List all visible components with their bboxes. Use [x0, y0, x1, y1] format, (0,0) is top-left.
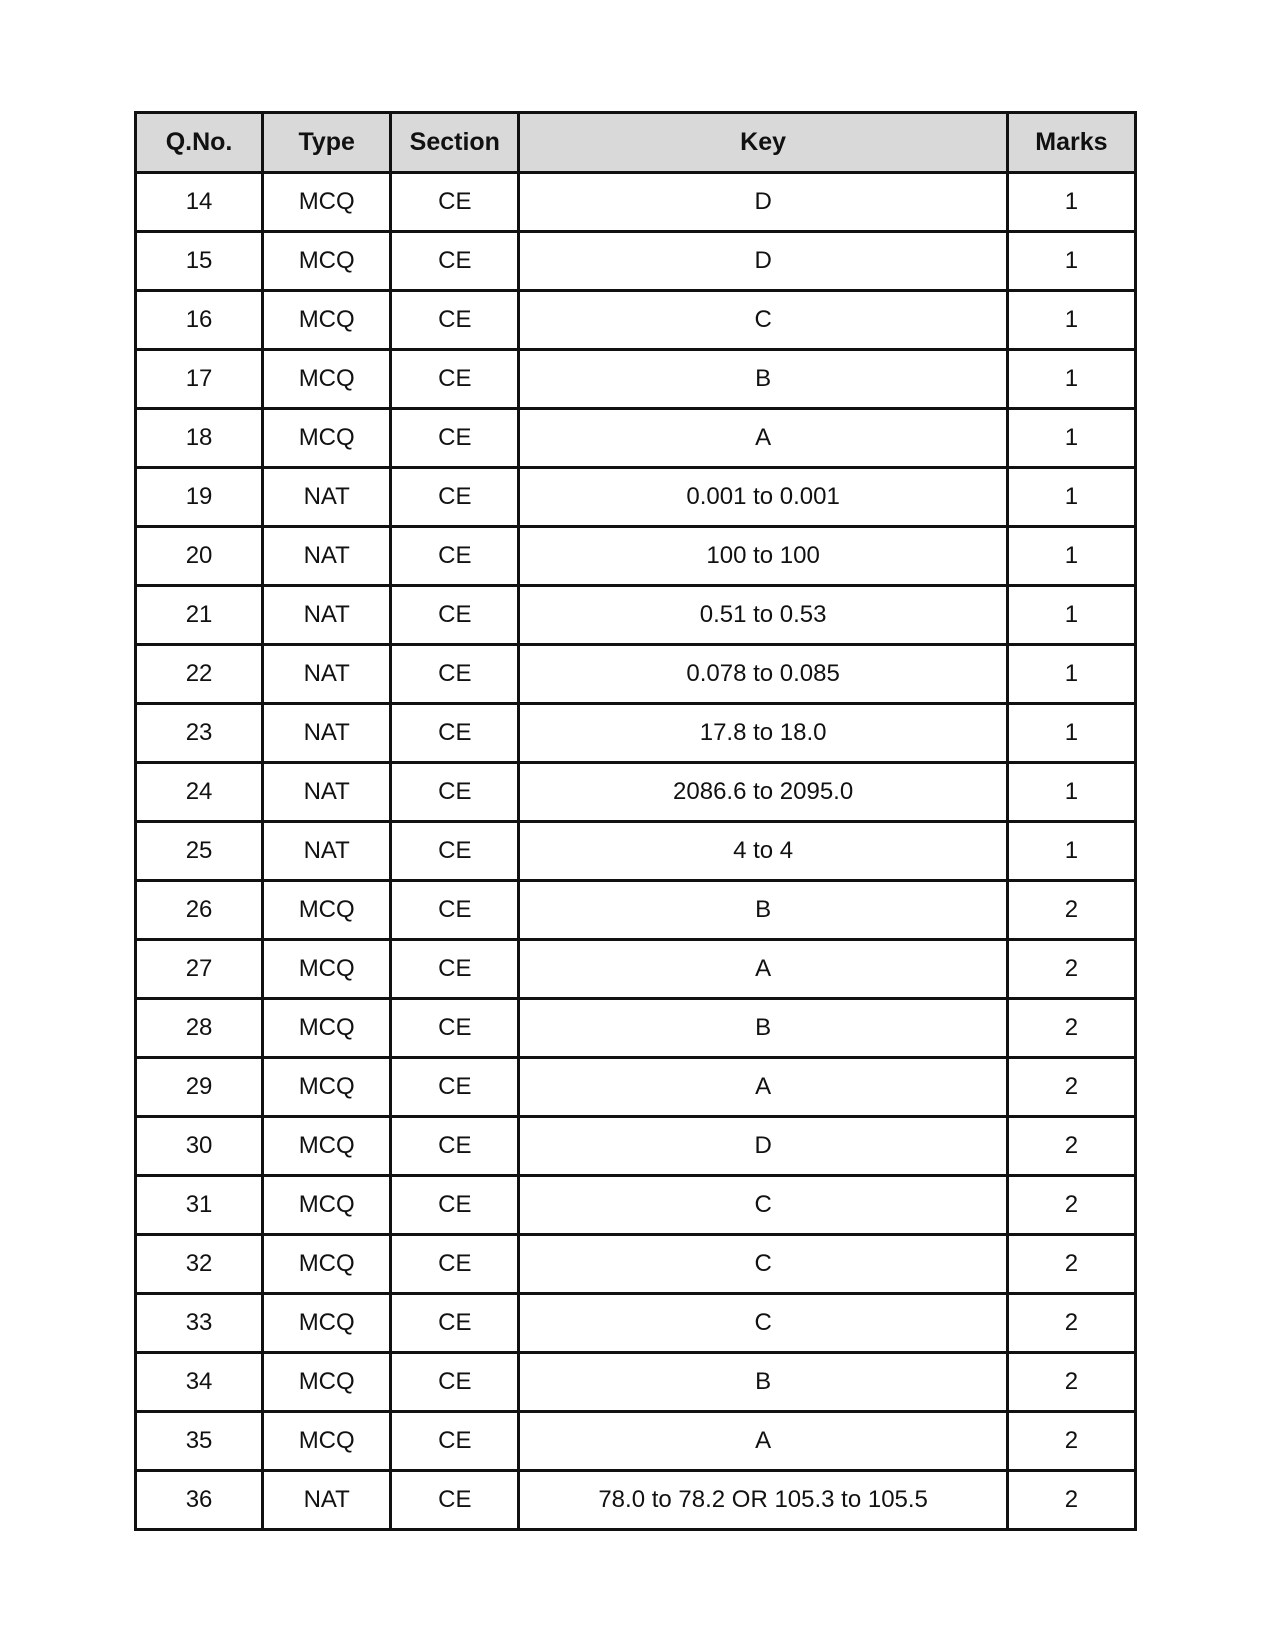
- cell-key: A: [519, 409, 1007, 468]
- cell-marks: 1: [1007, 763, 1135, 822]
- cell-marks: 1: [1007, 232, 1135, 291]
- cell-key: A: [519, 940, 1007, 999]
- cell-type: MCQ: [263, 409, 391, 468]
- table-body: [136, 173, 1136, 1530]
- cell-qno: 32: [136, 1235, 263, 1294]
- table-row: [136, 1412, 1136, 1471]
- cell-type: MCQ: [263, 1117, 391, 1176]
- cell-section: CE: [391, 881, 519, 940]
- cell-qno: 31: [136, 1176, 263, 1235]
- table-row: [136, 1353, 1136, 1412]
- table-row: [136, 763, 1136, 822]
- cell-key: 0.51 to 0.53: [519, 586, 1007, 645]
- cell-section: CE: [391, 1176, 519, 1235]
- cell-key: A: [519, 1412, 1007, 1471]
- cell-qno: 35: [136, 1412, 263, 1471]
- cell-marks: 1: [1007, 173, 1135, 232]
- cell-type: MCQ: [263, 1176, 391, 1235]
- header-section: Section: [391, 113, 519, 173]
- cell-section: CE: [391, 763, 519, 822]
- cell-section: CE: [391, 645, 519, 704]
- cell-section: CE: [391, 1412, 519, 1471]
- answer-key-table: [134, 111, 1137, 1531]
- cell-key: 17.8 to 18.0: [519, 704, 1007, 763]
- cell-type: NAT: [263, 586, 391, 645]
- cell-marks: 1: [1007, 586, 1135, 645]
- table-row: [136, 291, 1136, 350]
- cell-marks: 1: [1007, 468, 1135, 527]
- cell-marks: 2: [1007, 1412, 1135, 1471]
- cell-type: MCQ: [263, 1353, 391, 1412]
- cell-type: MCQ: [263, 173, 391, 232]
- table-row: [136, 1294, 1136, 1353]
- table-row: [136, 232, 1136, 291]
- cell-section: CE: [391, 232, 519, 291]
- cell-qno: 18: [136, 409, 263, 468]
- cell-qno: 30: [136, 1117, 263, 1176]
- cell-marks: 2: [1007, 881, 1135, 940]
- table-row: [136, 645, 1136, 704]
- cell-marks: 2: [1007, 1058, 1135, 1117]
- cell-section: CE: [391, 1058, 519, 1117]
- table-row: [136, 1176, 1136, 1235]
- cell-qno: 29: [136, 1058, 263, 1117]
- cell-marks: 1: [1007, 409, 1135, 468]
- cell-section: CE: [391, 291, 519, 350]
- cell-type: MCQ: [263, 1058, 391, 1117]
- cell-key: 2086.6 to 2095.0: [519, 763, 1007, 822]
- cell-section: CE: [391, 1294, 519, 1353]
- table-row: [136, 1058, 1136, 1117]
- cell-section: CE: [391, 1471, 519, 1530]
- cell-marks: 1: [1007, 645, 1135, 704]
- header-type: Type: [263, 113, 391, 173]
- cell-type: MCQ: [263, 291, 391, 350]
- cell-key: C: [519, 1235, 1007, 1294]
- cell-qno: 14: [136, 173, 263, 232]
- cell-type: MCQ: [263, 350, 391, 409]
- table-row: [136, 999, 1136, 1058]
- cell-section: CE: [391, 1117, 519, 1176]
- cell-qno: 34: [136, 1353, 263, 1412]
- cell-qno: 27: [136, 940, 263, 999]
- table-row: [136, 1235, 1136, 1294]
- cell-section: CE: [391, 704, 519, 763]
- cell-qno: 28: [136, 999, 263, 1058]
- header-qno: Q.No.: [136, 113, 263, 173]
- cell-qno: 21: [136, 586, 263, 645]
- cell-marks: 1: [1007, 704, 1135, 763]
- cell-qno: 36: [136, 1471, 263, 1530]
- cell-key: C: [519, 1294, 1007, 1353]
- cell-marks: 1: [1007, 291, 1135, 350]
- cell-marks: 2: [1007, 1176, 1135, 1235]
- cell-type: MCQ: [263, 999, 391, 1058]
- cell-key: D: [519, 232, 1007, 291]
- cell-key: B: [519, 1353, 1007, 1412]
- cell-key: 0.078 to 0.085: [519, 645, 1007, 704]
- cell-section: CE: [391, 1235, 519, 1294]
- cell-type: MCQ: [263, 1412, 391, 1471]
- table-row: [136, 940, 1136, 999]
- cell-qno: 16: [136, 291, 263, 350]
- cell-marks: 2: [1007, 999, 1135, 1058]
- header-key: Key: [519, 113, 1007, 173]
- cell-marks: 2: [1007, 1294, 1135, 1353]
- cell-marks: 2: [1007, 1353, 1135, 1412]
- cell-key: 78.0 to 78.2 OR 105.3 to 105.5: [519, 1471, 1007, 1530]
- table-row: [136, 527, 1136, 586]
- cell-key: B: [519, 350, 1007, 409]
- cell-qno: 19: [136, 468, 263, 527]
- cell-key: B: [519, 999, 1007, 1058]
- cell-type: NAT: [263, 1471, 391, 1530]
- cell-key: D: [519, 173, 1007, 232]
- table-row: [136, 704, 1136, 763]
- cell-section: CE: [391, 1353, 519, 1412]
- table-row: [136, 350, 1136, 409]
- header-marks: Marks: [1007, 113, 1135, 173]
- cell-type: MCQ: [263, 232, 391, 291]
- cell-section: CE: [391, 822, 519, 881]
- cell-key: C: [519, 291, 1007, 350]
- cell-type: NAT: [263, 645, 391, 704]
- cell-qno: 33: [136, 1294, 263, 1353]
- cell-qno: 15: [136, 232, 263, 291]
- cell-section: CE: [391, 468, 519, 527]
- cell-type: MCQ: [263, 881, 391, 940]
- cell-key: C: [519, 1176, 1007, 1235]
- cell-marks: 2: [1007, 1235, 1135, 1294]
- cell-qno: 20: [136, 527, 263, 586]
- table-row: [136, 409, 1136, 468]
- cell-section: CE: [391, 173, 519, 232]
- cell-section: CE: [391, 586, 519, 645]
- cell-qno: 17: [136, 350, 263, 409]
- cell-key: 4 to 4: [519, 822, 1007, 881]
- cell-type: MCQ: [263, 940, 391, 999]
- table-row: [136, 881, 1136, 940]
- table-row: [136, 1471, 1136, 1530]
- cell-type: MCQ: [263, 1235, 391, 1294]
- cell-type: MCQ: [263, 1294, 391, 1353]
- cell-section: CE: [391, 409, 519, 468]
- cell-type: NAT: [263, 763, 391, 822]
- table-row: [136, 1117, 1136, 1176]
- header-row: [136, 113, 1136, 173]
- cell-qno: 26: [136, 881, 263, 940]
- cell-key: A: [519, 1058, 1007, 1117]
- cell-key: B: [519, 881, 1007, 940]
- cell-marks: 1: [1007, 527, 1135, 586]
- cell-marks: 2: [1007, 940, 1135, 999]
- cell-marks: 2: [1007, 1117, 1135, 1176]
- cell-type: NAT: [263, 527, 391, 586]
- cell-key: 0.001 to 0.001: [519, 468, 1007, 527]
- cell-type: NAT: [263, 822, 391, 881]
- cell-marks: 1: [1007, 350, 1135, 409]
- cell-section: CE: [391, 940, 519, 999]
- cell-qno: 23: [136, 704, 263, 763]
- table-row: [136, 586, 1136, 645]
- cell-key: 100 to 100: [519, 527, 1007, 586]
- cell-type: NAT: [263, 468, 391, 527]
- table-row: [136, 822, 1136, 881]
- table-row: [136, 468, 1136, 527]
- cell-key: D: [519, 1117, 1007, 1176]
- cell-section: CE: [391, 999, 519, 1058]
- table-row: [136, 173, 1136, 232]
- cell-marks: 1: [1007, 822, 1135, 881]
- cell-qno: 22: [136, 645, 263, 704]
- cell-qno: 25: [136, 822, 263, 881]
- cell-section: CE: [391, 527, 519, 586]
- cell-type: NAT: [263, 704, 391, 763]
- cell-qno: 24: [136, 763, 263, 822]
- cell-marks: 2: [1007, 1471, 1135, 1530]
- cell-section: CE: [391, 350, 519, 409]
